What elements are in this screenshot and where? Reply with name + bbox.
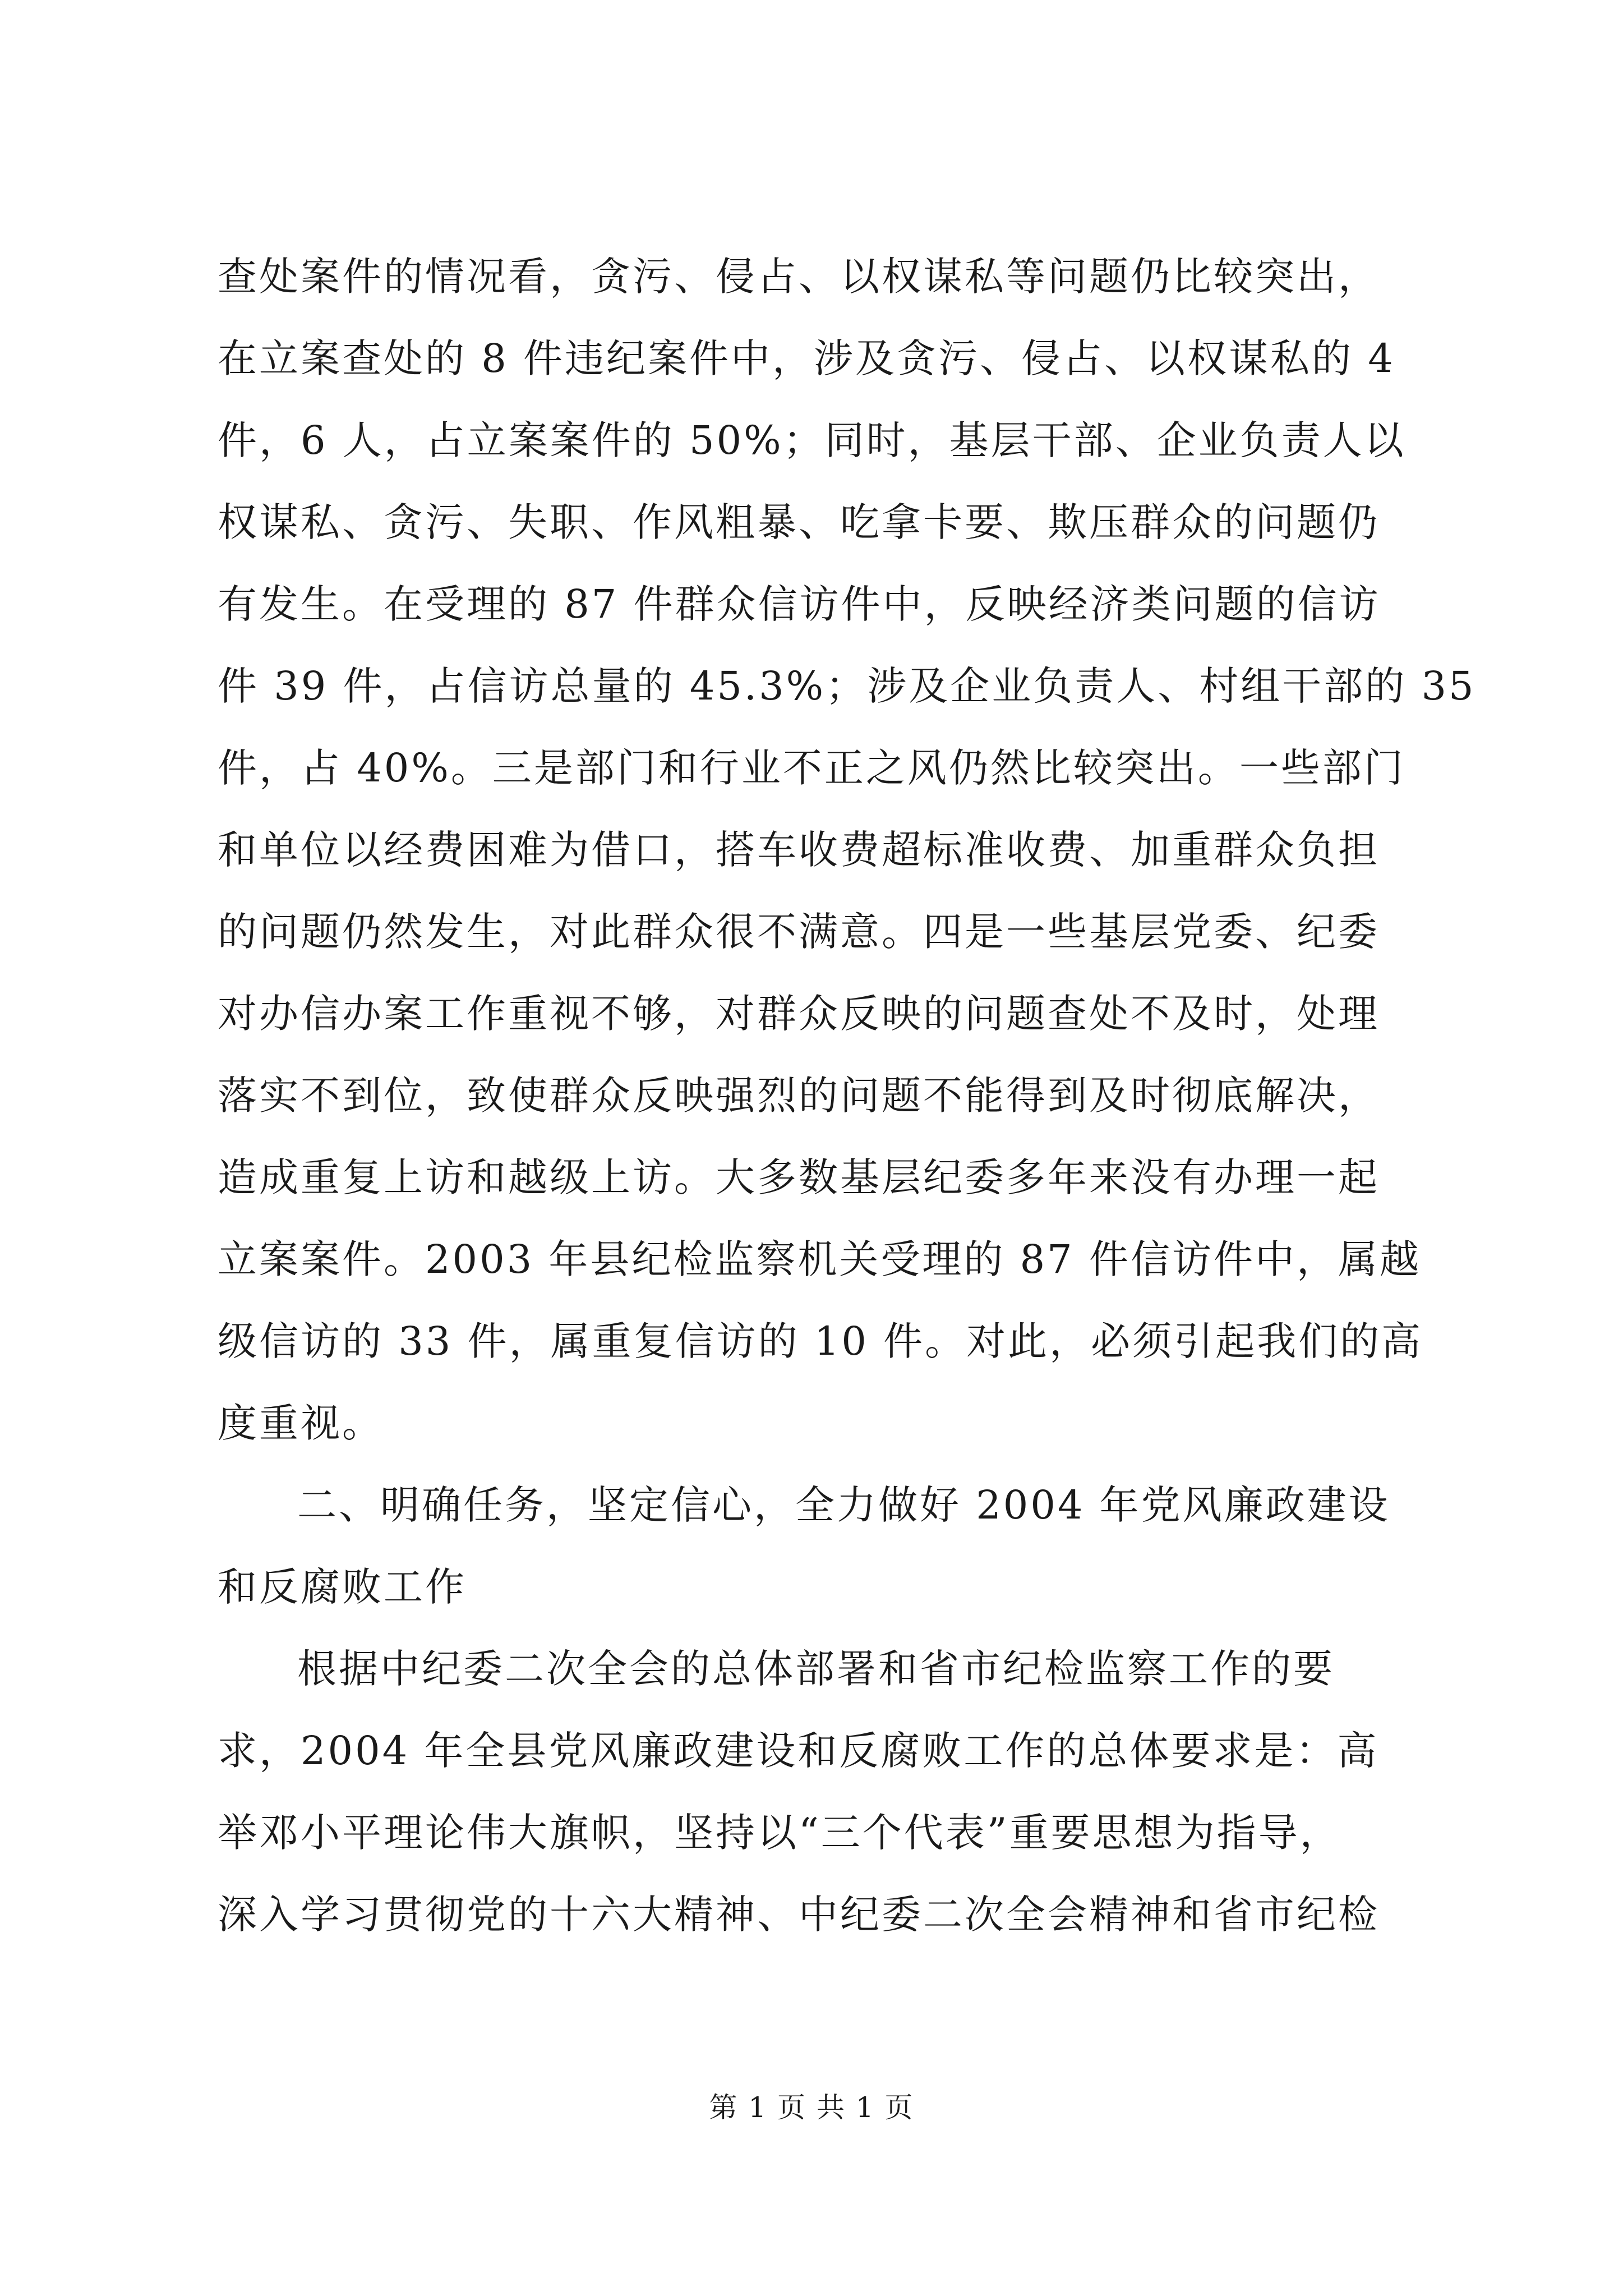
text-line-14: 级信访的 33 件，属重复信访的 10 件。对此，必须引起我们的高 bbox=[218, 1318, 1423, 1364]
section-heading-line-2: 和反腐败工作 bbox=[218, 1564, 467, 1610]
text-line-13: 立案案件。2003 年县纪检监察机关受理的 87 件信访件中，属越 bbox=[218, 1236, 1421, 1282]
text-line-11: 落实不到位，致使群众反映强烈的问题不能得到及时彻底解决， bbox=[218, 1073, 1380, 1119]
text-line-12: 造成重复上访和越级上访。大多数基层纪委多年来没有办理一起 bbox=[218, 1154, 1380, 1200]
section-heading-line-1: 二、明确任务，坚定信心，全力做好 2004 年党风廉政建设 bbox=[297, 1482, 1390, 1528]
text-line-6: 件 39 件，占信访总量的 45.3%；涉及企业负责人、村组干部的 35 bbox=[218, 663, 1476, 709]
text-line-20: 举邓小平理论伟大旗帜，坚持以“三个代表”重要思想为指导， bbox=[218, 1810, 1341, 1856]
text-line-2: 在立案查处的 8 件违纪案件中，涉及贪污、侵占、以权谋私的 4 bbox=[218, 335, 1395, 381]
text-line-5: 有发生。在受理的 87 件群众信访件中，反映经济类问题的信访 bbox=[218, 581, 1381, 627]
text-line-8: 和单位以经费困难为借口，搭车收费超标准收费、加重群众负担 bbox=[218, 827, 1380, 873]
body-text bbox=[218, 236, 1476, 1955]
text-line-7: 件，占 40%。三是部门和行业不正之风仍然比较突出。一些部门 bbox=[218, 745, 1405, 791]
page-number-footer: 第 1 页 共 1 页 bbox=[709, 2091, 914, 2124]
text-line-10: 对办信办案工作重视不够，对群众反映的问题查处不及时，处理 bbox=[218, 991, 1380, 1037]
text-line-15: 度重视。 bbox=[218, 1400, 384, 1446]
text-line-1: 查处案件的情况看，贪污、侵占、以权谋私等问题仍比较突出， bbox=[218, 254, 1380, 300]
text-line-21: 深入学习贯彻党的十六大精神、中纪委二次全会精神和省市纪检 bbox=[218, 1892, 1380, 1938]
text-line-9: 的问题仍然发生，对此群众很不满意。四是一些基层党委、纪委 bbox=[218, 909, 1380, 955]
text-line-4: 权谋私、贪污、失职、作风粗暴、吃拿卡要、欺压群众的问题仍 bbox=[218, 499, 1380, 545]
text-line-3: 件，6 人，占立案案件的 50%；同时，基层干部、企业负责人以 bbox=[218, 417, 1406, 463]
text-line-18: 根据中纪委二次全会的总体部署和省市纪检监察工作的要 bbox=[297, 1646, 1335, 1692]
text-line-19: 求，2004 年全县党风廉政建设和反腐败工作的总体要求是：高 bbox=[218, 1728, 1379, 1774]
